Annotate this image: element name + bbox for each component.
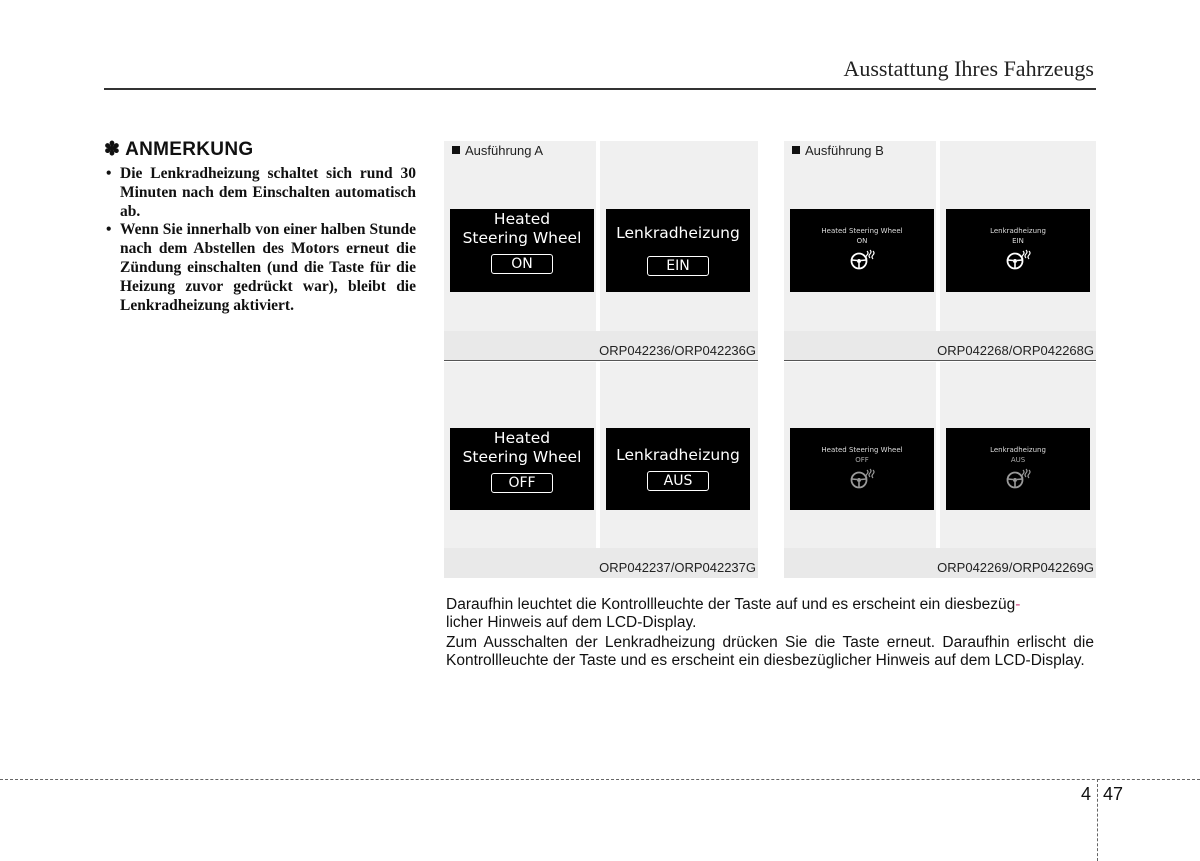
body-paragraph: Zum Ausschalten der Lenkradheizung drücken Sie die Taste erneut. Daraufhin erlischt die Kontrollleuchte der Taste und es erscheint ein diesbezüglicher Hinweis auf dem LCD-Display. [446, 634, 1094, 669]
lcd-state: ON [856, 237, 868, 245]
lcd-screen-b-off-de [946, 428, 1090, 510]
heated-steering-wheel-icon [849, 248, 875, 270]
figure-code: ORP042236/ORP042236G [599, 343, 756, 358]
lcd-state: OFF [855, 456, 869, 464]
lcd-line1: Heated Steering Wheel [821, 446, 903, 454]
figure-divider [936, 362, 940, 578]
note-list [104, 165, 416, 315]
figure-label [792, 143, 884, 158]
note-asterisk-icon: ✽ [104, 139, 121, 160]
chapter-number: 4 [1081, 784, 1092, 804]
figure-code: ORP042237/ORP042237G [599, 560, 756, 575]
footer-vertical-rule [1097, 779, 1098, 861]
note-item [104, 221, 416, 315]
figure-code: ORP042269/ORP042269G [937, 560, 1094, 575]
page-number: 47 [1103, 784, 1124, 804]
lcd-line1: Heated [493, 210, 551, 228]
lcd-line1: Lenkradheizung [616, 446, 740, 464]
figure-version-a-off [444, 362, 758, 578]
lcd-screen-a-off-en [450, 428, 594, 510]
lcd-screen-b-on-en [790, 209, 934, 292]
note-title [104, 138, 416, 161]
figure-version-b-off [784, 362, 1096, 578]
heated-steering-wheel-icon [849, 467, 875, 489]
bullet-icon: • [106, 165, 112, 182]
note-item [104, 165, 416, 221]
figure-label-text: Ausführung B [805, 143, 884, 158]
heated-steering-wheel-icon [1005, 467, 1031, 489]
lcd-screen-b-on-de [946, 209, 1090, 292]
running-header: Ausstattung Ihres Fahrzeugs [843, 56, 1094, 81]
figure-divider [936, 141, 940, 361]
figure-label-text: Ausführung A [465, 143, 544, 158]
figure-version-b-on [784, 141, 1096, 361]
lcd-line2: Steering Wheel [462, 448, 582, 466]
lcd-screen-a-on-de [606, 209, 750, 292]
note-title-text: ANMERKUNG [125, 139, 254, 160]
lcd-state-badge: OFF [491, 473, 553, 493]
lcd-line1: Lenkradheizung [990, 446, 1046, 454]
lcd-line1: Heated [493, 429, 551, 447]
square-bullet-icon [452, 146, 460, 154]
figure-code: ORP042268/ORP042268G [937, 343, 1094, 358]
figure-label [452, 143, 543, 158]
body-text [446, 596, 1094, 672]
lcd-state: EIN [1012, 237, 1024, 245]
figure-divider [596, 141, 600, 361]
soft-hyphen: - [1015, 596, 1021, 613]
lcd-line1: Lenkradheizung [990, 227, 1046, 235]
square-bullet-icon [792, 146, 800, 154]
figure-rule [784, 360, 1096, 361]
note-item-text: Wenn Sie innerhalb von einer halben Stunde nach dem Abstellen des Motors erneut die Zündung einschalten (und die Taste für die Heizung zuvor gedrückt war), bleibt die Lenkradheizung aktiviert. [120, 221, 416, 314]
lcd-line1: Lenkradheizung [616, 224, 740, 242]
lcd-line1: Heated Steering Wheel [821, 227, 903, 235]
lcd-state-badge: AUS [647, 471, 709, 491]
bullet-icon: • [106, 221, 112, 239]
figure-rule [444, 360, 758, 361]
lcd-state: AUS [1010, 456, 1026, 464]
lcd-state-badge: EIN [647, 256, 709, 276]
lcd-screen-b-off-en [790, 428, 934, 510]
heated-steering-wheel-icon [1005, 248, 1031, 270]
note-item-text: Die Lenkradheizung schaltet sich rund 30 Minuten nach dem Einschalten automatisch ab. [120, 165, 416, 220]
lcd-screen-a-off-de [606, 428, 750, 510]
footer-dashed-rule [0, 779, 1200, 780]
lcd-state-badge: ON [491, 254, 553, 274]
lcd-screen-a-on-en [450, 209, 594, 292]
figure-divider [596, 362, 600, 578]
lcd-line2: Steering Wheel [462, 229, 582, 247]
note-box [104, 138, 416, 315]
body-paragraph: Daraufhin leuchtet die Kontrollleuchte der Taste auf und es erscheint ein diesbezüg- licher Hinweis auf dem LCD-Display. [446, 596, 1021, 631]
header-rule [104, 88, 1096, 90]
figure-version-a-on [444, 141, 758, 361]
